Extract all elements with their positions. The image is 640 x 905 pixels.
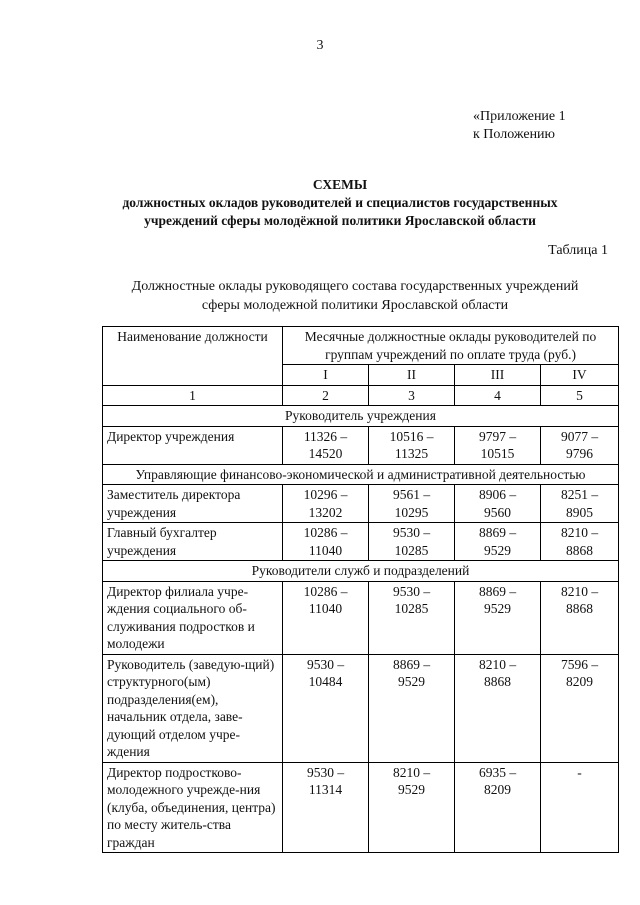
section-title: Руководитель учреждения — [103, 406, 619, 427]
table-row — [103, 426, 619, 464]
table-row — [103, 762, 619, 853]
salary-cell: 8869 – 9529 — [392, 656, 431, 689]
header-row — [103, 327, 619, 365]
position-cell: Директор подростково-молодежного учрежде-ния (клуба, объединения, центра) по месту житель-ства граждан — [103, 762, 283, 853]
position-cell: Главный бухгалтер учреждения — [103, 523, 283, 561]
salary-cell: 11326 – 14520 — [303, 428, 348, 461]
salary-cell: 6935 – 8209 — [478, 764, 517, 797]
position-cell: Директор учреждения — [103, 426, 283, 464]
salary-cell: 10296 – 13202 — [303, 487, 348, 520]
salary-cell: 9077 – 9796 — [560, 428, 599, 461]
salary-cell: 8210 – 9529 — [392, 764, 431, 797]
salary-cell: 9797 – 10515 — [478, 428, 517, 461]
section-row — [103, 561, 619, 582]
position-cell: Заместитель директора учреждения — [103, 485, 283, 523]
table-caption: Таблица 1 — [548, 243, 608, 258]
group-header: I — [283, 365, 369, 386]
salary-cell: 8210 – 8868 — [560, 525, 599, 558]
column-number: 3 — [369, 385, 455, 406]
section-title: Руководители служб и подразделений — [103, 561, 619, 582]
salary-cell: 9561 – 10295 — [392, 487, 431, 520]
position-cell: Руководитель (заведую-щий) структурного(ым) подразделения(ем), начальник отдела, заве-дующий отделом учре-ждения — [103, 654, 283, 762]
column-number: 1 — [103, 385, 283, 406]
position-cell: Директор филиала учре-ждения социального об-служивания подростков и молодежи — [103, 581, 283, 654]
column-number-row — [103, 385, 619, 406]
title-line-3: учреждений сферы молодёжной политики Ярославской области — [144, 213, 536, 228]
salary-cell: 8869 – 9529 — [478, 525, 517, 558]
group-header: III — [455, 365, 541, 386]
page-number: 3 — [316, 38, 324, 53]
group-header: IV — [541, 365, 619, 386]
salary-cell: 8210 – 8868 — [478, 656, 517, 689]
salary-cell: 7596 – 8209 — [560, 656, 599, 689]
salary-cell: 8251 – 8905 — [560, 487, 599, 520]
table-heading-line-2: сферы молодежной политики Ярославской области — [201, 298, 509, 313]
salary-cell: 10516 – 11325 — [389, 428, 434, 461]
salary-cell: 10286 – 11040 — [303, 583, 348, 616]
salary-cell: 10286 – 11040 — [303, 525, 348, 558]
table-heading-line-1: Должностные оклады руководящего состава государственных учреждений — [131, 279, 579, 294]
table-heading — [85, 277, 625, 315]
section-title: Управляющие финансово-экономической и административной деятельностью — [103, 464, 619, 485]
salary-cell: 9530 – 10285 — [392, 583, 431, 616]
group-header: II — [369, 365, 455, 386]
column-header-salary: Месячные должностные оклады руководителей по группам учреждений по оплате труда (руб.) — [283, 327, 619, 365]
salary-table — [102, 326, 619, 853]
salary-cell: 9530 – 11314 — [306, 764, 345, 797]
table-row — [103, 485, 619, 523]
salary-cell: 9530 – 10285 — [392, 525, 431, 558]
title-line-1: СХЕМЫ — [312, 177, 368, 192]
appendix-line-1: «Приложение 1 — [473, 109, 566, 124]
table-row — [103, 523, 619, 561]
section-row — [103, 464, 619, 485]
salary-cell: 9530 – 10484 — [306, 656, 345, 689]
column-number: 2 — [283, 385, 369, 406]
appendix-reference — [473, 108, 566, 144]
salary-cell: 8869 – 9529 — [478, 583, 517, 616]
column-number: 5 — [541, 385, 619, 406]
title-line-2: должностных окладов руководителей и специалистов государственных — [122, 195, 558, 210]
table-row — [103, 654, 619, 762]
section-row — [103, 406, 619, 427]
column-header-position: Наименование должности — [103, 327, 283, 386]
appendix-line-2: к Положению — [473, 127, 556, 142]
salary-cell: - — [577, 764, 582, 780]
table-row — [103, 581, 619, 654]
salary-cell: 8906 – 9560 — [478, 487, 517, 520]
column-number: 4 — [455, 385, 541, 406]
document-title — [60, 176, 620, 230]
salary-cell: 8210 – 8868 — [560, 583, 599, 616]
